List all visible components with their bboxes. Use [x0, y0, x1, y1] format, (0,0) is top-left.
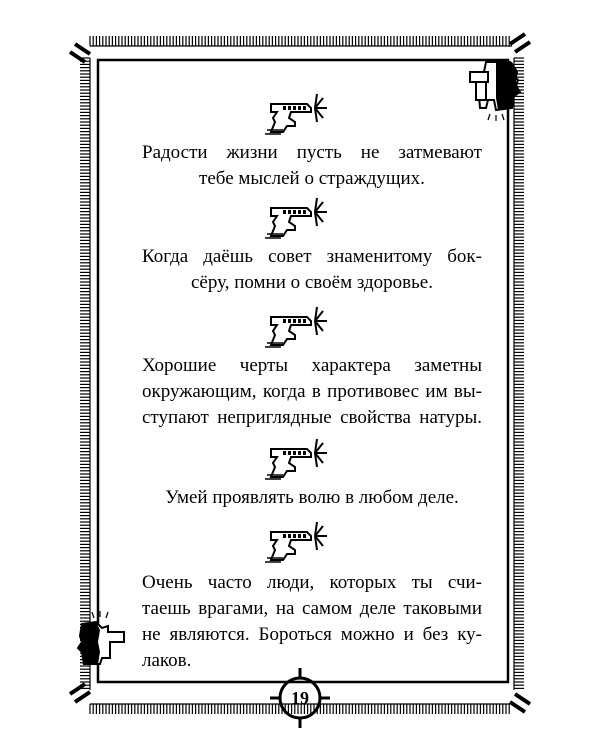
text-line: сёру, помни о своём здоровье. — [190, 272, 433, 293]
paragraph-3 — [142, 353, 482, 431]
text-line: Хорошие черты характера заметны — [142, 355, 482, 376]
laser-gun-icon — [263, 437, 333, 483]
text-line: лаков. — [142, 650, 192, 671]
page-number: 19 — [291, 687, 309, 708]
text-line: не являются. Бороться можно и без ку- — [142, 624, 482, 645]
text-line: тебе мыслей о страждущих. — [199, 168, 425, 189]
text-line: Умей проявлять волю в любом деле. — [165, 487, 459, 508]
laser-gun-icon — [263, 196, 333, 242]
text-line: ступают неприглядные свойства натуры. — [142, 407, 482, 428]
paragraph-4 — [142, 485, 482, 511]
text-line: Когда даёшь совет знаменитому бок- — [142, 246, 482, 267]
paragraph-2 — [142, 244, 482, 296]
paragraph-1 — [142, 140, 482, 192]
laser-gun-icon — [263, 520, 333, 566]
laser-gun-icon — [263, 305, 333, 351]
text-line: окружающим, когда в противовес им вы- — [142, 381, 482, 402]
paragraph-5 — [142, 570, 482, 674]
text-line: таешь врагами, на самом деле таковыми — [142, 598, 482, 619]
text-line: Очень часто люди, которых ты счи- — [142, 572, 482, 593]
text-line: Радости жизни пусть не затмевают — [142, 142, 482, 163]
silhouette-with-gun-icon — [470, 62, 520, 121]
silhouette-with-gun-icon — [78, 611, 124, 664]
laser-gun-icon — [263, 92, 333, 138]
